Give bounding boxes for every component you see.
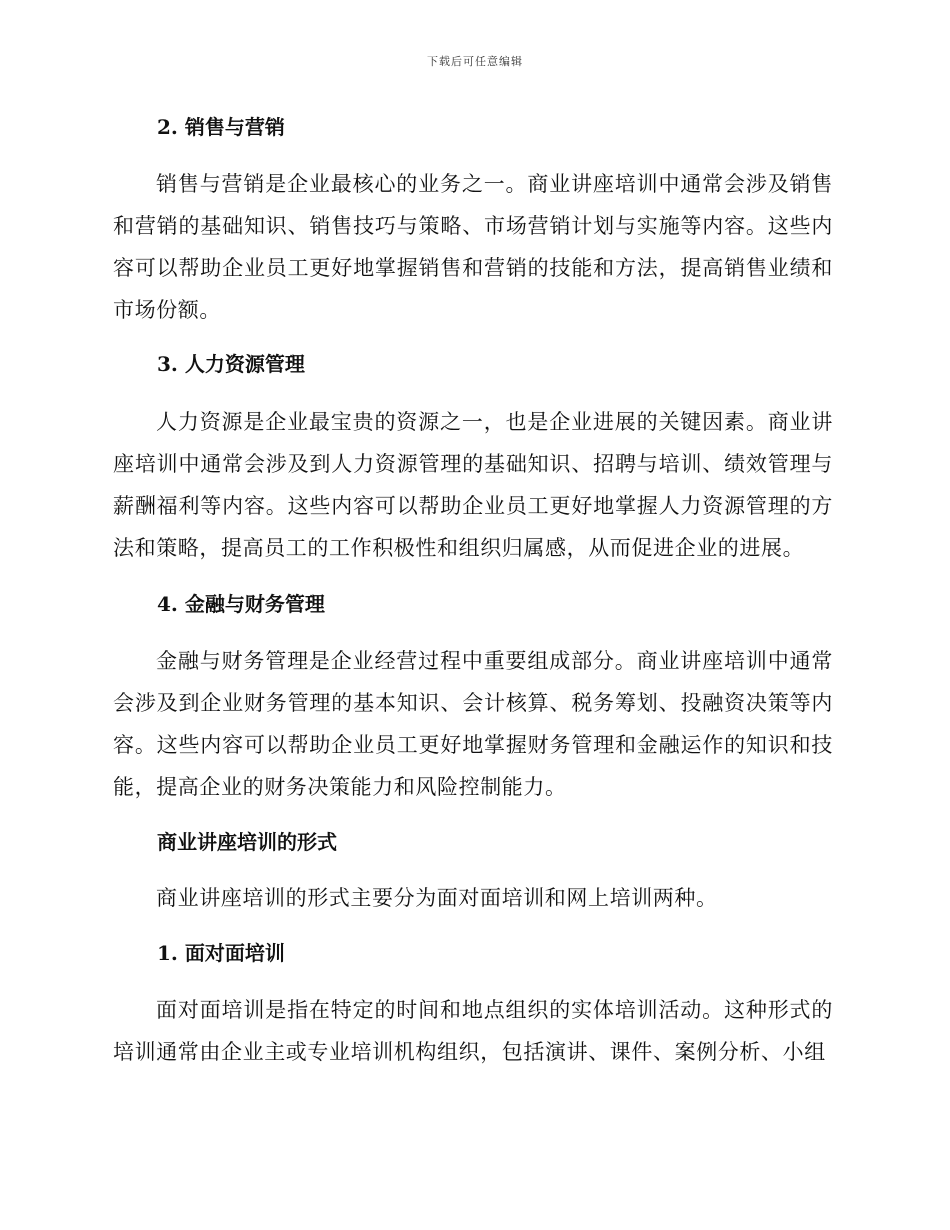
section-heading-training-forms: 商业讲座培训的形式 — [157, 830, 337, 854]
section-heading-hr-management: 3. 人力资源管理 — [157, 352, 305, 376]
section-body-hr-management: 人力资源是企业最宝贵的资源之一，也是企业进展的关键因素。商业讲座培训中通常会涉及到人力资源管理的基础知识、招聘与培训、绩效管理与薪酬福利等内容。这些内容可以帮助企业员工更好地掌握人力资源管理的方法和策略，提高员工的工作积极性和组织归属感，从而促进企业的进展。 — [113, 410, 833, 560]
section-heading-sales-marketing: 2. 销售与营销 — [157, 115, 285, 139]
section-body-face-to-face: 面对面培训是指在特定的时间和地点组织的实体培训活动。这种形式的培训通常由企业主或专业培训机构组织，包括演讲、课件、案例分析、小组 — [113, 998, 833, 1064]
section-body-sales-marketing: 销售与营销是企业最核心的业务之一。商业讲座培训中通常会涉及销售和营销的基础知识、销售技巧与策略、市场营销计划与实施等内容。这些内容可以帮助企业员工更好地掌握销售和营销的技能和方法，提高销售业绩和市场份额。 — [113, 172, 833, 322]
section-heading-finance: 4. 金融与财务管理 — [157, 592, 325, 616]
header-watermark: 下载后可任意编辑 — [427, 55, 523, 68]
section-heading-face-to-face: 1. 面对面培训 — [157, 941, 285, 965]
document-body — [113, 108, 833, 1073]
section-body-finance: 金融与财务管理是企业经营过程中重要组成部分。商业讲座培训中通常会涉及到企业财务管理的基本知识、会计核算、税务筹划、投融资决策等内容。这些内容可以帮助企业员工更好地掌握财务管理和金融运作的知识和技能，提高企业的财务决策能力和风险控制能力。 — [113, 649, 833, 799]
section-body-training-forms: 商业讲座培训的形式主要分为面对面培训和网上培训两种。 — [156, 886, 718, 910]
